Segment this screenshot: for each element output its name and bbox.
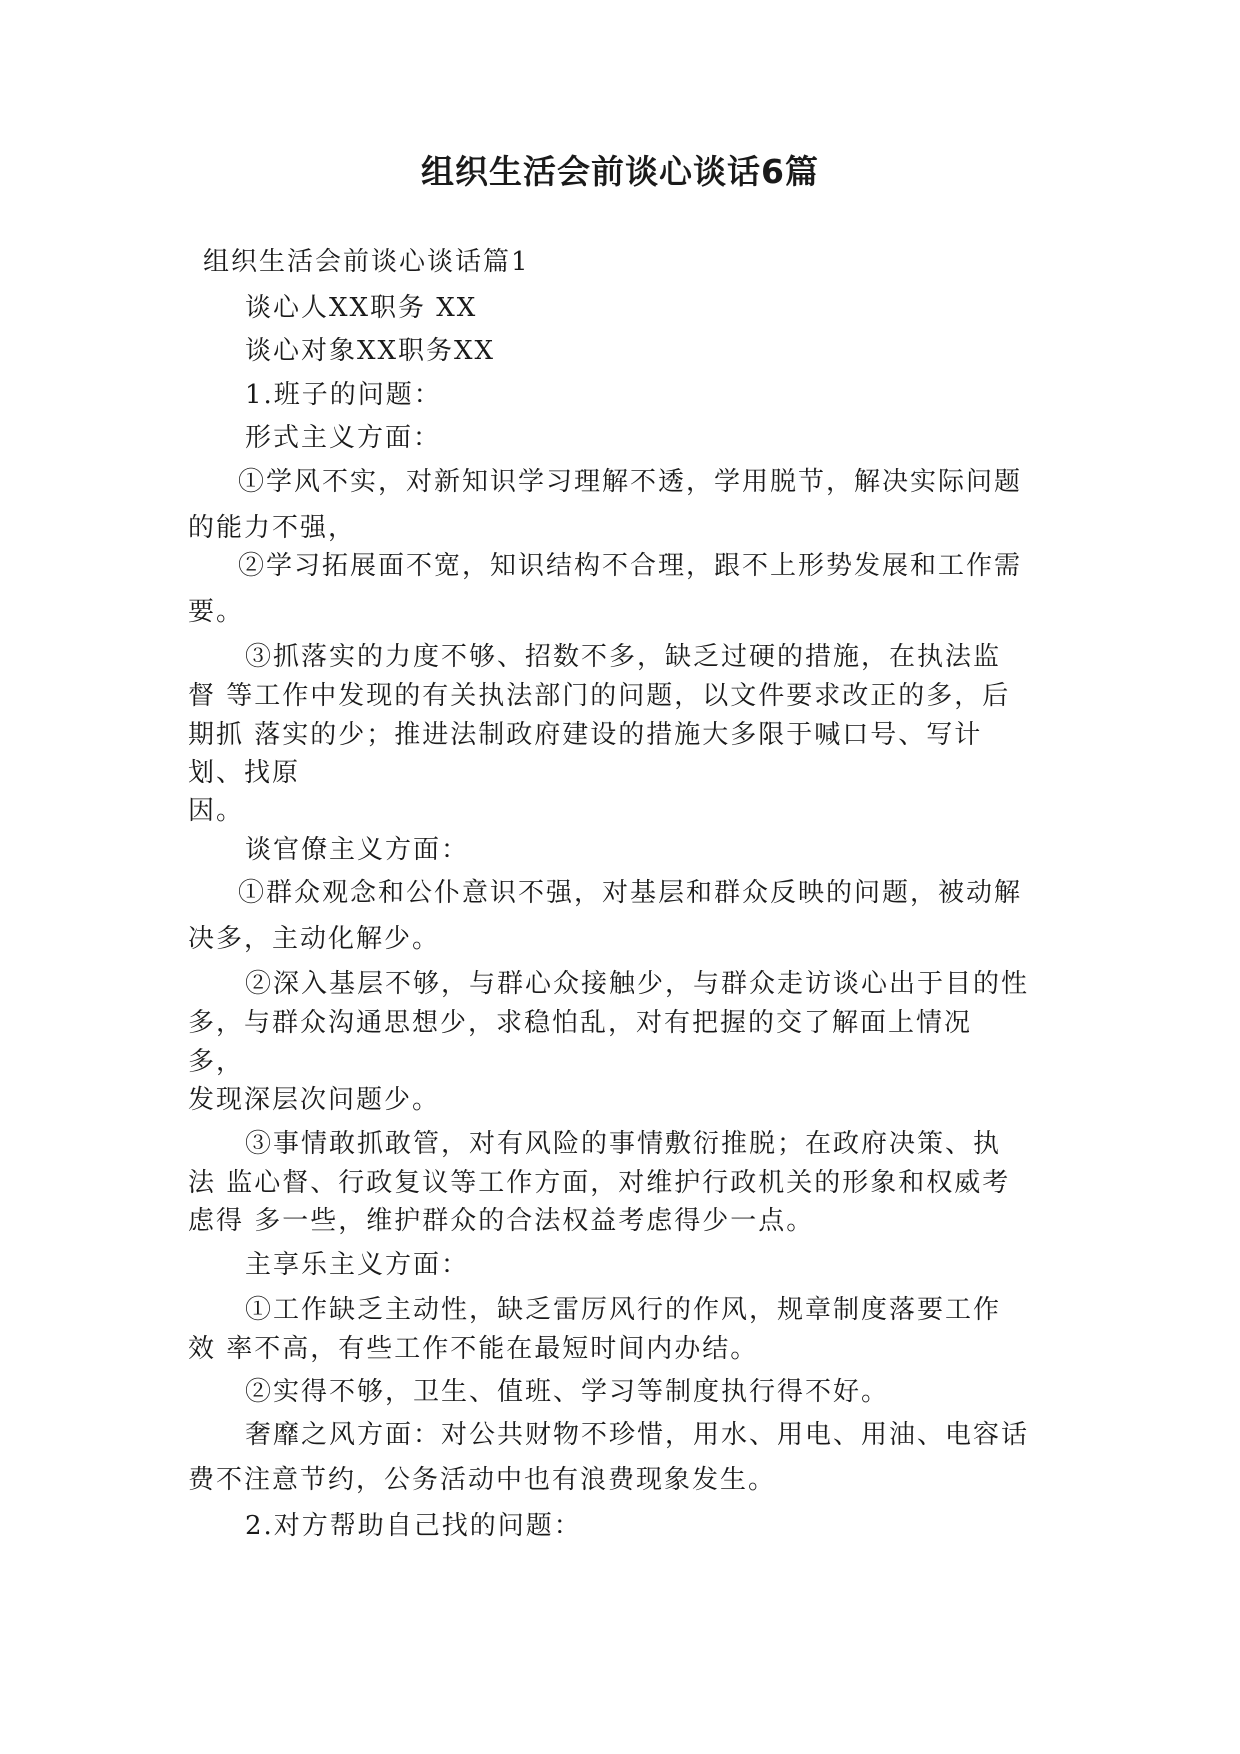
paragraph-line: 主享乐主义方面： [245, 1250, 470, 1280]
paragraph-line: 奢靡之风方面：对公共财物不珍惜，用水、用电、用油、电容话 [245, 1420, 1030, 1450]
paragraph-line: 因。 [188, 796, 245, 826]
paragraph-line: 要。 [188, 597, 245, 627]
paragraph-line: 费不注意节约，公务活动中也有浪费现象发生。 [188, 1465, 777, 1495]
paragraph-line: 多， [188, 1047, 245, 1077]
paragraph-line: ①学风不实，对新知识学习理解不透，学用脱节，解决实际问题 [238, 467, 1023, 497]
paragraph-line: 1.班子的问题： [245, 380, 442, 410]
paragraph-line: 的能力不强， [188, 513, 357, 543]
paragraph-line: 决多，主动化解少。 [188, 924, 441, 954]
paragraph-line: 谈官僚主义方面： [245, 835, 470, 865]
section-heading: 组织生活会前谈心谈话篇1 [203, 247, 530, 277]
paragraph-line: ①群众观念和公仆意识不强，对基层和群众反映的问题，被动解 [238, 878, 1023, 908]
document-title: 组织生活会前谈心谈话6篇 [421, 152, 819, 191]
paragraph-line: 多，与群众沟通思想少，求稳怕乱，对有把握的交了解面上情况 [188, 1008, 973, 1038]
paragraph-line: 督 等工作中发现的有关执法部门的问题，以文件要求改正的多，后 [188, 681, 1011, 711]
paragraph-line: 效 率不高，有些工作不能在最短时间内办结。 [188, 1334, 759, 1364]
paragraph-line: ①工作缺乏主动性，缺乏雷厉风行的作风，规章制度落要工作 [245, 1295, 1002, 1325]
paragraph-line: 谈心人XX职务 XX [245, 293, 478, 323]
paragraph-line: 划、找原 [188, 758, 301, 788]
paragraph-line: 2.对方帮助自己找的问题： [245, 1511, 582, 1541]
paragraph-line: 虑得 多一些，维护群众的合法权益考虑得少一点。 [188, 1206, 815, 1236]
paragraph-line: 谈心对象XX职务XX [245, 336, 496, 366]
paragraph-line: 期抓 落实的少；推进法制政府建设的措施大多限于喊口号、写计 [188, 720, 983, 750]
paragraph-line: ②实得不够，卫生、值班、学习等制度执行得不好。 [245, 1377, 890, 1407]
paragraph-line: ③事情敢抓敢管，对有风险的事情敷衍推脱；在政府决策、执 [245, 1129, 1002, 1159]
paragraph-line: 形式主义方面： [245, 423, 442, 453]
paragraph-line: ③抓落实的力度不够、招数不多，缺乏过硬的措施，在执法监 [245, 642, 1002, 672]
paragraph-line: ②学习拓展面不宽，知识结构不合理，跟不上形势发展和工作需 [238, 551, 1023, 581]
paragraph-line: ②深入基层不够，与群心众接触少，与群众走访谈心出于目的性 [245, 969, 1030, 999]
paragraph-line: 发现深层次问题少。 [188, 1085, 441, 1115]
paragraph-line: 法 监心督、行政复议等工作方面，对维护行政机关的形象和权威考 [188, 1168, 1011, 1198]
